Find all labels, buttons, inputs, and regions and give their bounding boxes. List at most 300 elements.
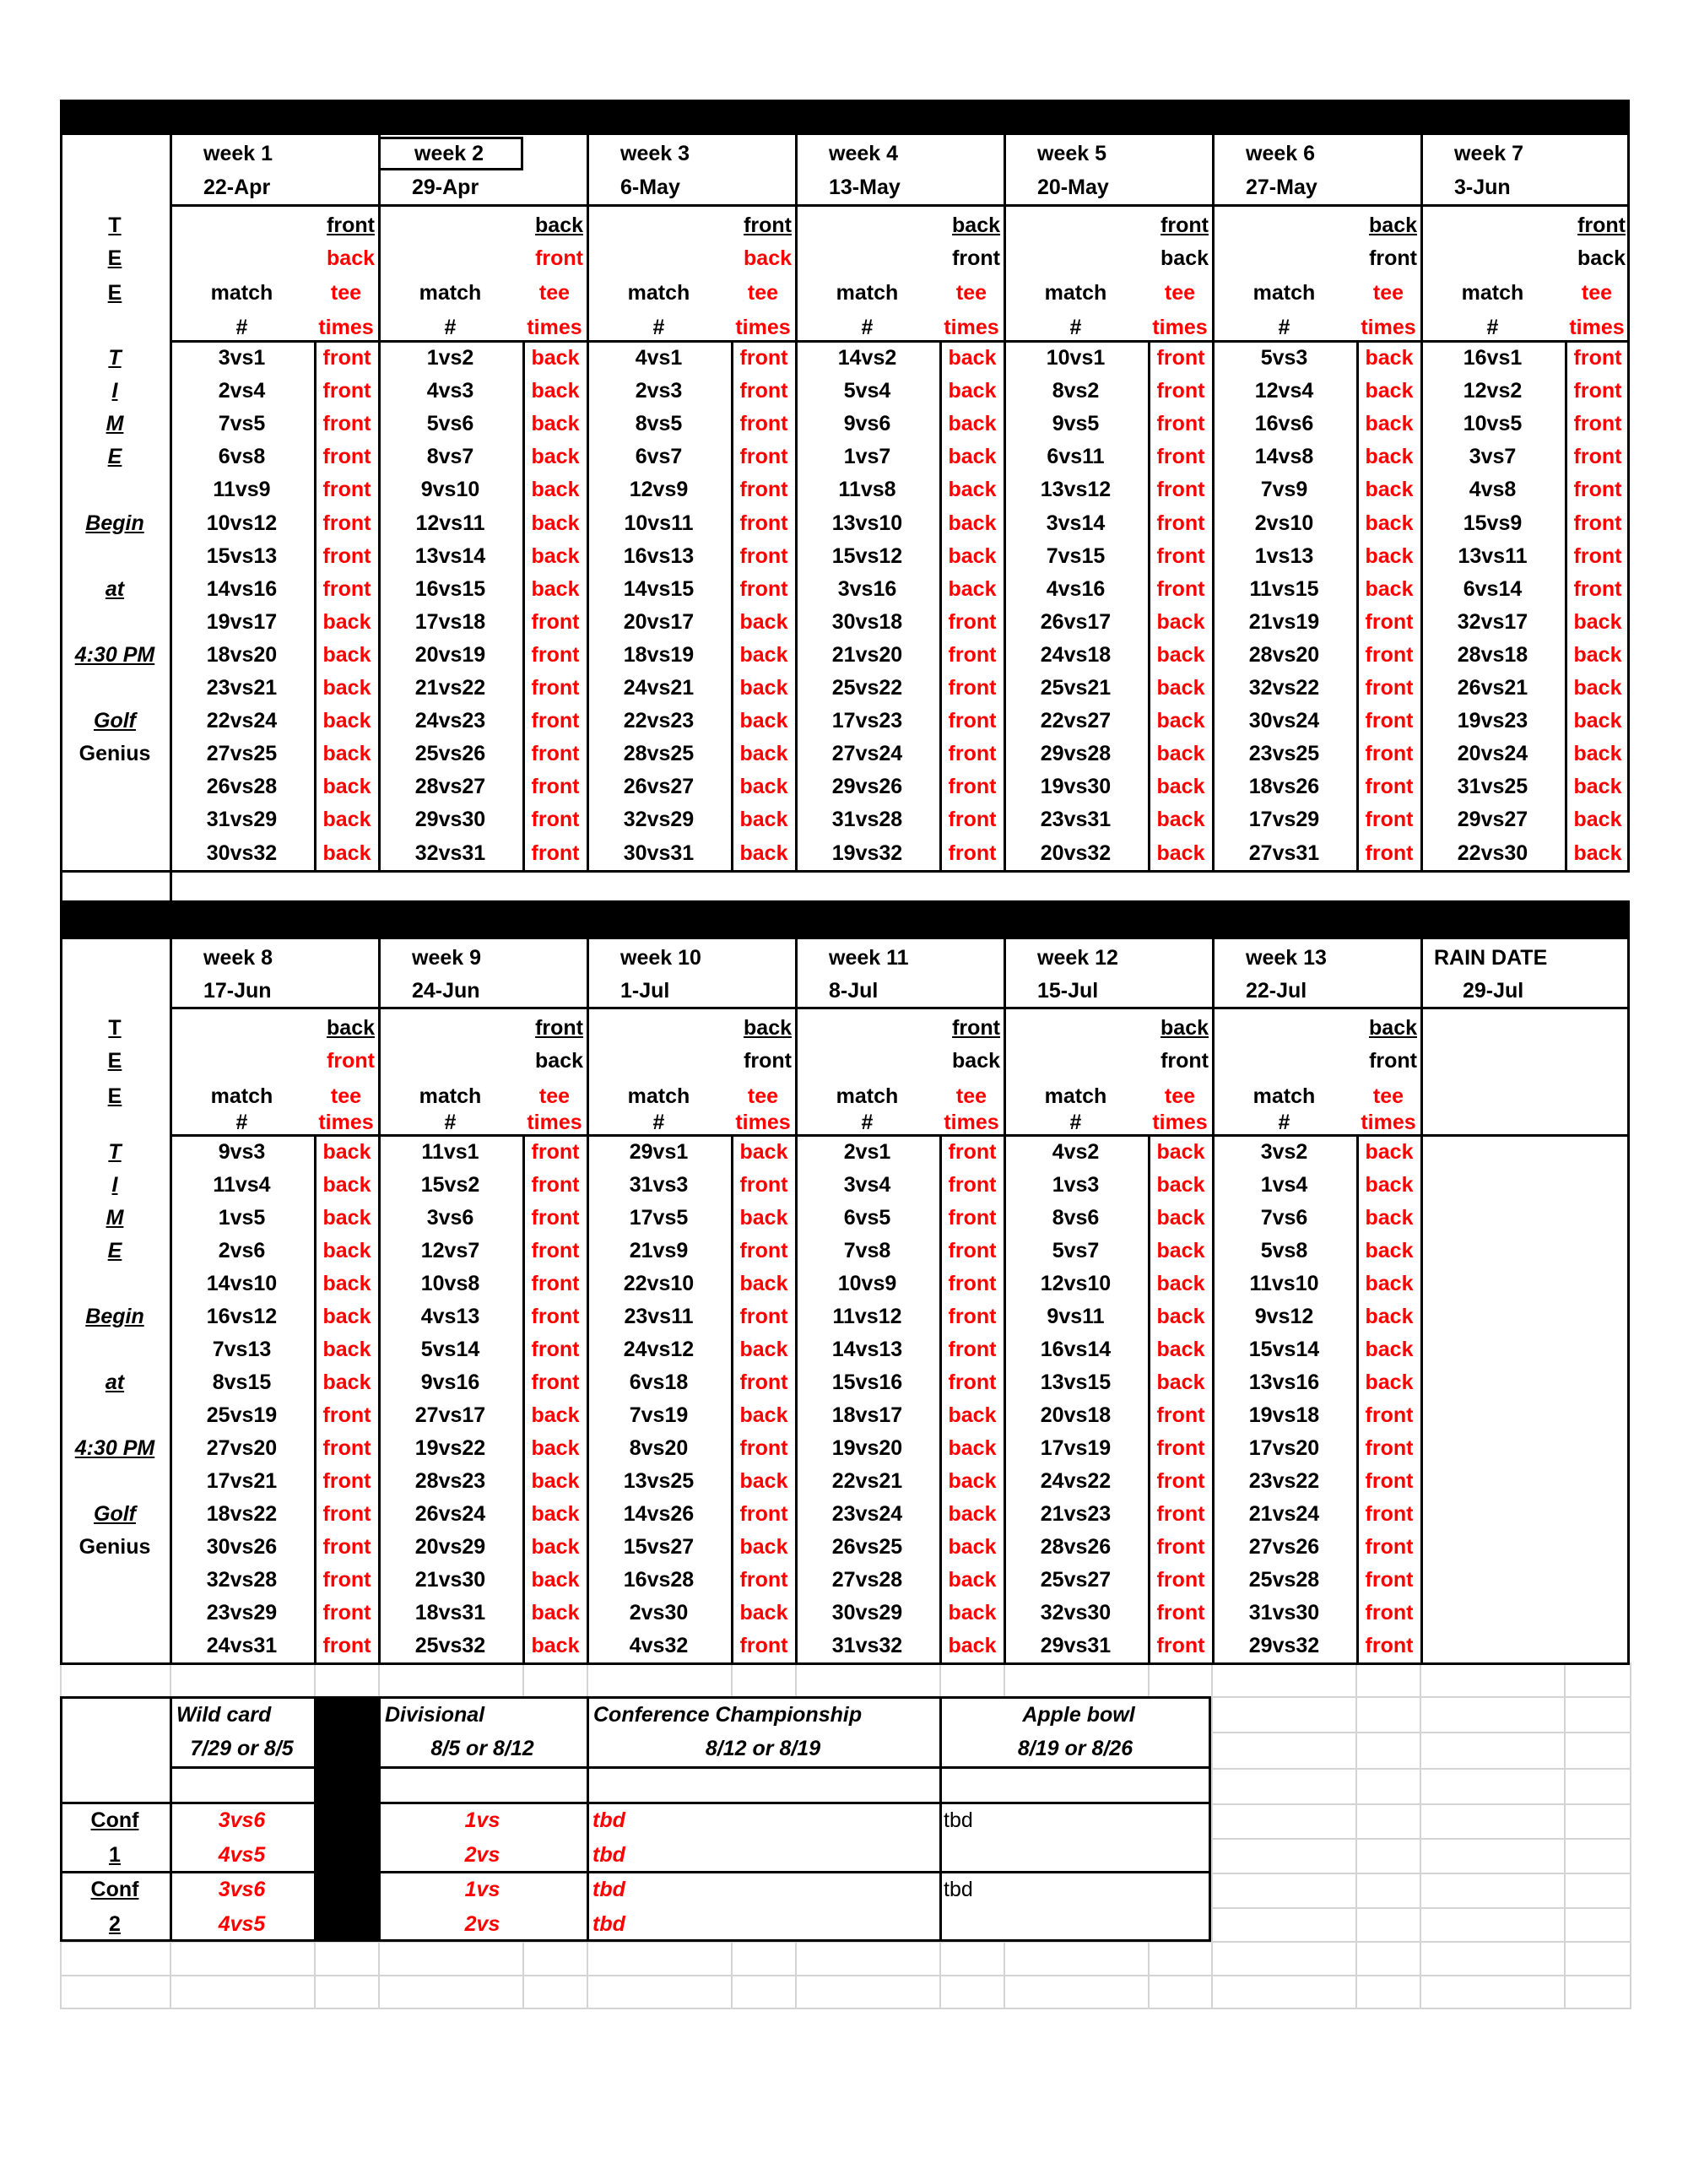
tee-cell: back <box>739 775 788 799</box>
match-cell: 15vs9 <box>1463 511 1523 535</box>
nine-second: front <box>1160 1048 1209 1073</box>
tee-cell: front <box>739 576 788 601</box>
week-label: week 13 <box>1246 945 1327 970</box>
match-cell: 29vs31 <box>1040 1634 1112 1657</box>
tee-cell: front <box>322 1502 371 1526</box>
nine-first: back <box>1160 1015 1209 1040</box>
match-cell: 15vs16 <box>831 1370 903 1394</box>
nine-second: front <box>744 1048 792 1073</box>
match-header: match <box>836 280 899 305</box>
tee-cell: back <box>1573 775 1622 799</box>
match-cell: 1vs13 <box>1254 543 1314 568</box>
match-cell: 31vs3 <box>629 1173 689 1197</box>
match-cell: 20vs32 <box>1040 841 1112 865</box>
tee-header: tee <box>1372 280 1404 305</box>
week-date: 3-Jun <box>1454 175 1511 199</box>
tee-cell: back <box>531 511 580 535</box>
tee-cell: front <box>1156 412 1205 436</box>
match-cell: 32vs31 <box>414 841 486 865</box>
match-cell: 31vs28 <box>831 808 903 832</box>
nine-second: back <box>1160 246 1209 270</box>
times-header: times <box>1569 315 1625 339</box>
match-header: match <box>1044 1084 1107 1108</box>
match-cell: 16vs13 <box>623 543 695 568</box>
match-cell: 22vs24 <box>206 709 278 733</box>
week-date: 15-Jul <box>1037 978 1099 1003</box>
times-header: times <box>1152 315 1208 339</box>
match-cell: 3vs7 <box>1469 445 1517 469</box>
match-cell: 5vs7 <box>1052 1239 1100 1262</box>
tee-cell: front <box>1365 1403 1414 1427</box>
tee-header: tee <box>1581 280 1613 305</box>
match-cell: 21vs24 <box>1248 1502 1320 1526</box>
tee-cell: back <box>948 576 997 601</box>
tee-cell: front <box>322 346 371 370</box>
label-at: at <box>105 576 125 601</box>
tee-cell: back <box>739 642 788 667</box>
match-cell: 15vs12 <box>831 543 903 568</box>
tee-label-letter: E <box>107 280 122 305</box>
week-label: week 4 <box>829 141 899 165</box>
tee-cell: front <box>1573 412 1622 436</box>
label-begin: Begin <box>85 1305 144 1328</box>
match-cell: 30vs29 <box>831 1601 903 1624</box>
match-cell: 7vs19 <box>629 1403 689 1427</box>
match-cell: 11vs10 <box>1249 1272 1319 1295</box>
match-cell: 18vs26 <box>1248 775 1320 799</box>
tee-cell: back <box>948 1436 997 1460</box>
week-label: week 3 <box>620 141 690 165</box>
tee-cell: back <box>1156 709 1205 733</box>
playoff-round-name: Conference Championship <box>593 1702 863 1727</box>
divisional-matchup: 1vs <box>464 1808 500 1832</box>
tee-cell: back <box>322 742 371 766</box>
week-label: week 8 <box>203 945 273 970</box>
nine-second: front <box>1369 246 1417 270</box>
tee-cell: front <box>739 445 788 469</box>
tee-cell: back <box>531 543 580 568</box>
nine-second: front <box>327 1048 375 1073</box>
tee-cell: back <box>948 478 997 502</box>
playoff-round-dates: 8/5 or 8/12 <box>430 1736 534 1760</box>
tee-cell: front <box>322 412 371 436</box>
nine-second: back <box>535 1048 583 1073</box>
match-cell: 19vs23 <box>1457 709 1528 733</box>
tee-cell: back <box>948 412 997 436</box>
tee-cell: front <box>322 1436 371 1460</box>
nine-first: back <box>744 1015 792 1040</box>
tee-cell: back <box>322 1239 371 1262</box>
week-divider <box>1420 939 1423 1662</box>
match-cell: 7vs6 <box>1260 1206 1308 1230</box>
tee-cell: front <box>1156 478 1205 502</box>
match-cell: 16vs6 <box>1254 412 1314 436</box>
week-date: 27-May <box>1246 175 1317 199</box>
week-label: week 10 <box>620 945 701 970</box>
match-cell: 6vs7 <box>635 445 683 469</box>
tee-cell: back <box>531 1502 580 1526</box>
match-cell: 15vs2 <box>420 1173 480 1197</box>
match-cell: 5vs4 <box>843 379 891 403</box>
tee-cell: back <box>1156 775 1205 799</box>
tee-cell: back <box>1156 676 1205 700</box>
match-cell: 26vs17 <box>1040 609 1112 634</box>
nine-first: back <box>1369 1015 1417 1040</box>
match-cell: 31vs32 <box>831 1634 903 1657</box>
tee-cell: back <box>531 1568 580 1592</box>
match-cell: 2vs30 <box>629 1601 689 1624</box>
match-number-header: # <box>235 1110 248 1134</box>
tee-cell: front <box>1156 1403 1205 1427</box>
tee-cell: back <box>1156 1305 1205 1328</box>
tee-cell: back <box>739 1403 788 1427</box>
match-cell: 11vs9 <box>213 478 271 502</box>
match-number-header: # <box>1486 315 1499 339</box>
match-header: match <box>627 280 690 305</box>
match-cell: 28vs23 <box>414 1469 486 1493</box>
match-cell: 1vs5 <box>218 1206 266 1230</box>
times-header: times <box>944 315 999 339</box>
tee-cell: back <box>739 609 788 634</box>
tee-cell: back <box>531 1403 580 1427</box>
match-cell: 17vs19 <box>1040 1436 1112 1460</box>
tee-cell: back <box>531 478 580 502</box>
times-header: times <box>735 1110 791 1134</box>
match-cell: 23vs11 <box>624 1305 694 1328</box>
week-label: week 2 <box>378 137 523 170</box>
tee-cell: front <box>1573 379 1622 403</box>
tee-cell: back <box>1156 1206 1205 1230</box>
week-row-bottom <box>170 1007 1630 1009</box>
tee-cell: front <box>322 445 371 469</box>
tee-cell: front <box>322 511 371 535</box>
tee-cell: front <box>531 642 580 667</box>
match-cell: 5vs6 <box>426 412 474 436</box>
match-number-header: # <box>1069 315 1082 339</box>
times-header: times <box>1361 315 1416 339</box>
gridline <box>1355 1662 1357 2008</box>
rain-date-label: RAIN DATE <box>1434 945 1548 970</box>
tee-cell: front <box>531 709 580 733</box>
match-cell: 13vs15 <box>1040 1370 1112 1394</box>
match-cell: 2vs4 <box>218 379 266 403</box>
tee-cell: front <box>1365 1502 1414 1526</box>
match-cell: 31vs25 <box>1457 775 1528 799</box>
match-cell: 19vs30 <box>1040 775 1112 799</box>
match-cell: 14vs16 <box>206 576 278 601</box>
match-cell: 29vs28 <box>1040 742 1112 766</box>
nine-second: front <box>952 246 1000 270</box>
tee-cell: front <box>1156 1436 1205 1460</box>
tee-header: tee <box>747 280 779 305</box>
tee-cell: back <box>531 445 580 469</box>
tee-cell: front <box>1573 478 1622 502</box>
label-begin: Begin <box>85 511 144 535</box>
match-header: match <box>210 1084 273 1108</box>
conference-matchup: tbd <box>592 1912 625 1936</box>
nine-first: front <box>952 1015 1000 1040</box>
match-cell: 26vs21 <box>1457 676 1528 700</box>
match-cell: 20vs18 <box>1040 1403 1112 1427</box>
tee-cell: back <box>1365 1239 1414 1262</box>
match-cell: 26vs28 <box>206 775 278 799</box>
tee-cell: back <box>1365 1338 1414 1361</box>
tee-cell: back <box>948 1634 997 1657</box>
tee-cell: back <box>948 543 997 568</box>
match-cell: 13vs14 <box>414 543 486 568</box>
playoff-header-bottom <box>170 1766 1211 1769</box>
tee-cell: back <box>322 808 371 832</box>
tee-cell: front <box>948 1272 997 1295</box>
match-cell: 24vs21 <box>623 676 695 700</box>
match-cell: 8vs7 <box>426 445 474 469</box>
match-cell: 22vs21 <box>831 1469 903 1493</box>
match-cell: 12vs7 <box>420 1239 480 1262</box>
tee-cell: back <box>1156 742 1205 766</box>
match-cell: 8vs20 <box>629 1436 689 1460</box>
match-cell: 14vs15 <box>623 576 695 601</box>
tee-cell: front <box>1365 676 1414 700</box>
tee-cell: back <box>1365 1173 1414 1197</box>
tee-cell: front <box>739 1634 788 1657</box>
conference-number: 2 <box>109 1912 121 1936</box>
match-cell: 8vs5 <box>635 412 683 436</box>
match-cell: 25vs27 <box>1040 1568 1112 1592</box>
match-cell: 18vs19 <box>623 642 695 667</box>
match-header: match <box>1461 280 1524 305</box>
tee-cell: front <box>1156 511 1205 535</box>
nine-first: back <box>535 213 583 237</box>
rain-date-date: 29-Jul <box>1463 978 1524 1003</box>
match-cell: 6vs14 <box>1463 576 1523 601</box>
label-time-value: 4:30 PM <box>74 642 155 667</box>
match-cell: 15vs14 <box>1248 1338 1320 1361</box>
match-cell: 21vs22 <box>414 676 486 700</box>
tee-cell: front <box>1365 642 1414 667</box>
match-cell: 9vs10 <box>420 478 480 502</box>
match-cell: 4vs3 <box>426 379 474 403</box>
tee-cell: back <box>1156 1239 1205 1262</box>
tee-cell: back <box>948 1403 997 1427</box>
week-date: 22-Apr <box>203 175 271 199</box>
match-cell: 15vs27 <box>623 1535 695 1559</box>
tee-cell: front <box>1365 1568 1414 1592</box>
tee-cell: back <box>531 412 580 436</box>
tee-cell: front <box>1156 1568 1205 1592</box>
match-cell: 14vs8 <box>1254 445 1314 469</box>
tee-cell: front <box>948 841 997 865</box>
match-cell: 8vs15 <box>212 1370 272 1394</box>
tee-cell: back <box>739 742 788 766</box>
match-cell: 12vs2 <box>1463 379 1523 403</box>
wild-card-matchup: 3vs6 <box>218 1808 266 1832</box>
match-cell: 14vs2 <box>837 346 897 370</box>
wild-card-matchup: 3vs6 <box>218 1878 266 1901</box>
tee-cell: front <box>948 642 997 667</box>
match-cell: 25vs26 <box>414 742 486 766</box>
tee-cell: back <box>1156 1173 1205 1197</box>
match-cell: 21vs20 <box>831 642 903 667</box>
match-number-header: # <box>652 1110 665 1134</box>
label-genius: Genius <box>78 742 151 766</box>
tee-cell: front <box>948 1140 997 1164</box>
match-cell: 9vs11 <box>1047 1305 1105 1328</box>
match-cell: 12vs4 <box>1254 379 1314 403</box>
nine-first: front <box>744 213 792 237</box>
tee-cell: front <box>739 1568 788 1592</box>
nine-first: front <box>1160 213 1209 237</box>
time-label-letter: M <box>106 1206 124 1230</box>
match-cell: 30vs31 <box>623 841 695 865</box>
tee-header: tee <box>538 1084 571 1108</box>
tee-cell: back <box>739 709 788 733</box>
match-cell: 25vs32 <box>414 1634 486 1657</box>
gridline <box>60 1975 1631 1976</box>
time-label-letter: T <box>108 1140 122 1164</box>
match-cell: 11vs12 <box>832 1305 902 1328</box>
times-header: times <box>1361 1110 1416 1134</box>
apple-bowl-matchup: tbd <box>944 1878 973 1901</box>
match-header: match <box>1044 280 1107 305</box>
match-cell: 12vs11 <box>415 511 485 535</box>
tee-cell: back <box>948 1535 997 1559</box>
tee-cell: back <box>1365 1206 1414 1230</box>
nine-second: back <box>1577 246 1626 270</box>
nine-first: front <box>327 213 375 237</box>
wild-card-matchup: 4vs5 <box>218 1843 266 1867</box>
match-cell: 16vs1 <box>1463 346 1523 370</box>
nine-first: back <box>952 213 1000 237</box>
tee-cell: back <box>1365 1272 1414 1295</box>
tee-cell: front <box>1156 1502 1205 1526</box>
label-golf: Golf <box>94 1502 136 1526</box>
match-cell: 16vs15 <box>414 576 486 601</box>
nine-first: back <box>327 1015 375 1040</box>
tee-cell: front <box>1156 1535 1205 1559</box>
tee-cell: back <box>322 609 371 634</box>
tee-cell: back <box>1365 1140 1414 1164</box>
tee-cell: back <box>739 676 788 700</box>
match-cell: 3vs2 <box>1260 1140 1308 1164</box>
tee-cell: back <box>322 676 371 700</box>
tee-cell: front <box>739 379 788 403</box>
tee-cell: back <box>1365 445 1414 469</box>
match-cell: 19vs32 <box>831 841 903 865</box>
match-cell: 2vs10 <box>1254 511 1314 535</box>
match-cell: 18vs17 <box>831 1403 903 1427</box>
tee-cell: back <box>1365 412 1414 436</box>
week-date: 20-May <box>1037 175 1109 199</box>
tee-cell: front <box>531 1173 580 1197</box>
week-date: 6-May <box>620 175 680 199</box>
wild-card-matchup: 4vs5 <box>218 1912 266 1936</box>
tee-cell: front <box>1365 1601 1414 1624</box>
tee-cell: front <box>948 676 997 700</box>
match-cell: 27vs31 <box>1248 841 1320 865</box>
week-label: week 7 <box>1454 141 1524 165</box>
label-at: at <box>105 1370 125 1394</box>
match-cell: 11vs15 <box>1249 576 1319 601</box>
conference-matchup: tbd <box>592 1808 625 1832</box>
match-cell: 5vs3 <box>1260 346 1308 370</box>
match-cell: 14vs26 <box>623 1502 695 1526</box>
tee-cell: back <box>322 709 371 733</box>
playoff-round-dates: 8/19 or 8/26 <box>1017 1736 1133 1760</box>
playoff-black-column <box>314 1696 378 1941</box>
match-cell: 22vs10 <box>623 1272 695 1295</box>
label-time-value: 4:30 PM <box>74 1436 155 1460</box>
tee-cell: front <box>739 1436 788 1460</box>
week-label: week 11 <box>829 945 909 970</box>
tee-header: tee <box>1372 1084 1404 1108</box>
match-cell: 3vs14 <box>1046 511 1106 535</box>
tee-cell: front <box>322 379 371 403</box>
tee-cell: back <box>1573 841 1622 865</box>
match-cell: 1vs3 <box>1052 1173 1100 1197</box>
gridline <box>1564 1662 1566 2008</box>
tee-cell: back <box>739 841 788 865</box>
match-number-header: # <box>235 315 248 339</box>
tee-cell: back <box>1156 1370 1205 1394</box>
tee-cell: front <box>948 1370 997 1394</box>
tee-cell: back <box>948 1601 997 1624</box>
tee-cell: front <box>948 609 997 634</box>
match-cell: 7vs5 <box>218 412 266 436</box>
tee-cell: back <box>1156 1338 1205 1361</box>
tee-cell: back <box>739 1469 788 1493</box>
tee-cell: front <box>531 742 580 766</box>
tee-cell: front <box>1573 511 1622 535</box>
tee-cell: front <box>739 1239 788 1262</box>
tee-cell: front <box>1156 346 1205 370</box>
nine-second: back <box>952 1048 1000 1073</box>
match-header: match <box>627 1084 690 1108</box>
tee-cell: front <box>531 1370 580 1394</box>
match-cell: 14vs13 <box>831 1338 903 1361</box>
tee-cell: front <box>948 742 997 766</box>
match-cell: 4vs2 <box>1052 1140 1100 1164</box>
match-cell: 25vs21 <box>1040 676 1112 700</box>
tee-cell: back <box>322 1173 371 1197</box>
match-cell: 17vs18 <box>414 609 486 634</box>
tee-cell: front <box>322 1634 371 1657</box>
tee-cell: front <box>948 808 997 832</box>
tee-cell: front <box>322 1568 371 1592</box>
nine-first: front <box>535 1015 583 1040</box>
playoff-round-name: Divisional <box>385 1702 485 1727</box>
tee-cell: front <box>1573 576 1622 601</box>
tee-cell: back <box>1573 742 1622 766</box>
match-cell: 17vs23 <box>831 709 903 733</box>
tee-header: tee <box>1164 280 1196 305</box>
match-cell: 20vs29 <box>414 1535 486 1559</box>
match-cell: 8vs2 <box>1052 379 1100 403</box>
match-cell: 24vs12 <box>623 1338 695 1361</box>
match-cell: 22vs30 <box>1457 841 1528 865</box>
match-cell: 28vs27 <box>414 775 486 799</box>
match-header: match <box>836 1084 899 1108</box>
match-cell: 10vs8 <box>420 1272 480 1295</box>
tee-cell: front <box>948 1173 997 1197</box>
match-cell: 23vs29 <box>206 1601 278 1624</box>
tee-cell: front <box>1156 1601 1205 1624</box>
tee-cell: front <box>322 576 371 601</box>
tee-header: tee <box>330 1084 362 1108</box>
header-bar <box>60 903 1630 939</box>
tee-cell: back <box>322 642 371 667</box>
tee-cell: back <box>1365 478 1414 502</box>
playoff-round-name: Apple bowl <box>1022 1702 1135 1727</box>
